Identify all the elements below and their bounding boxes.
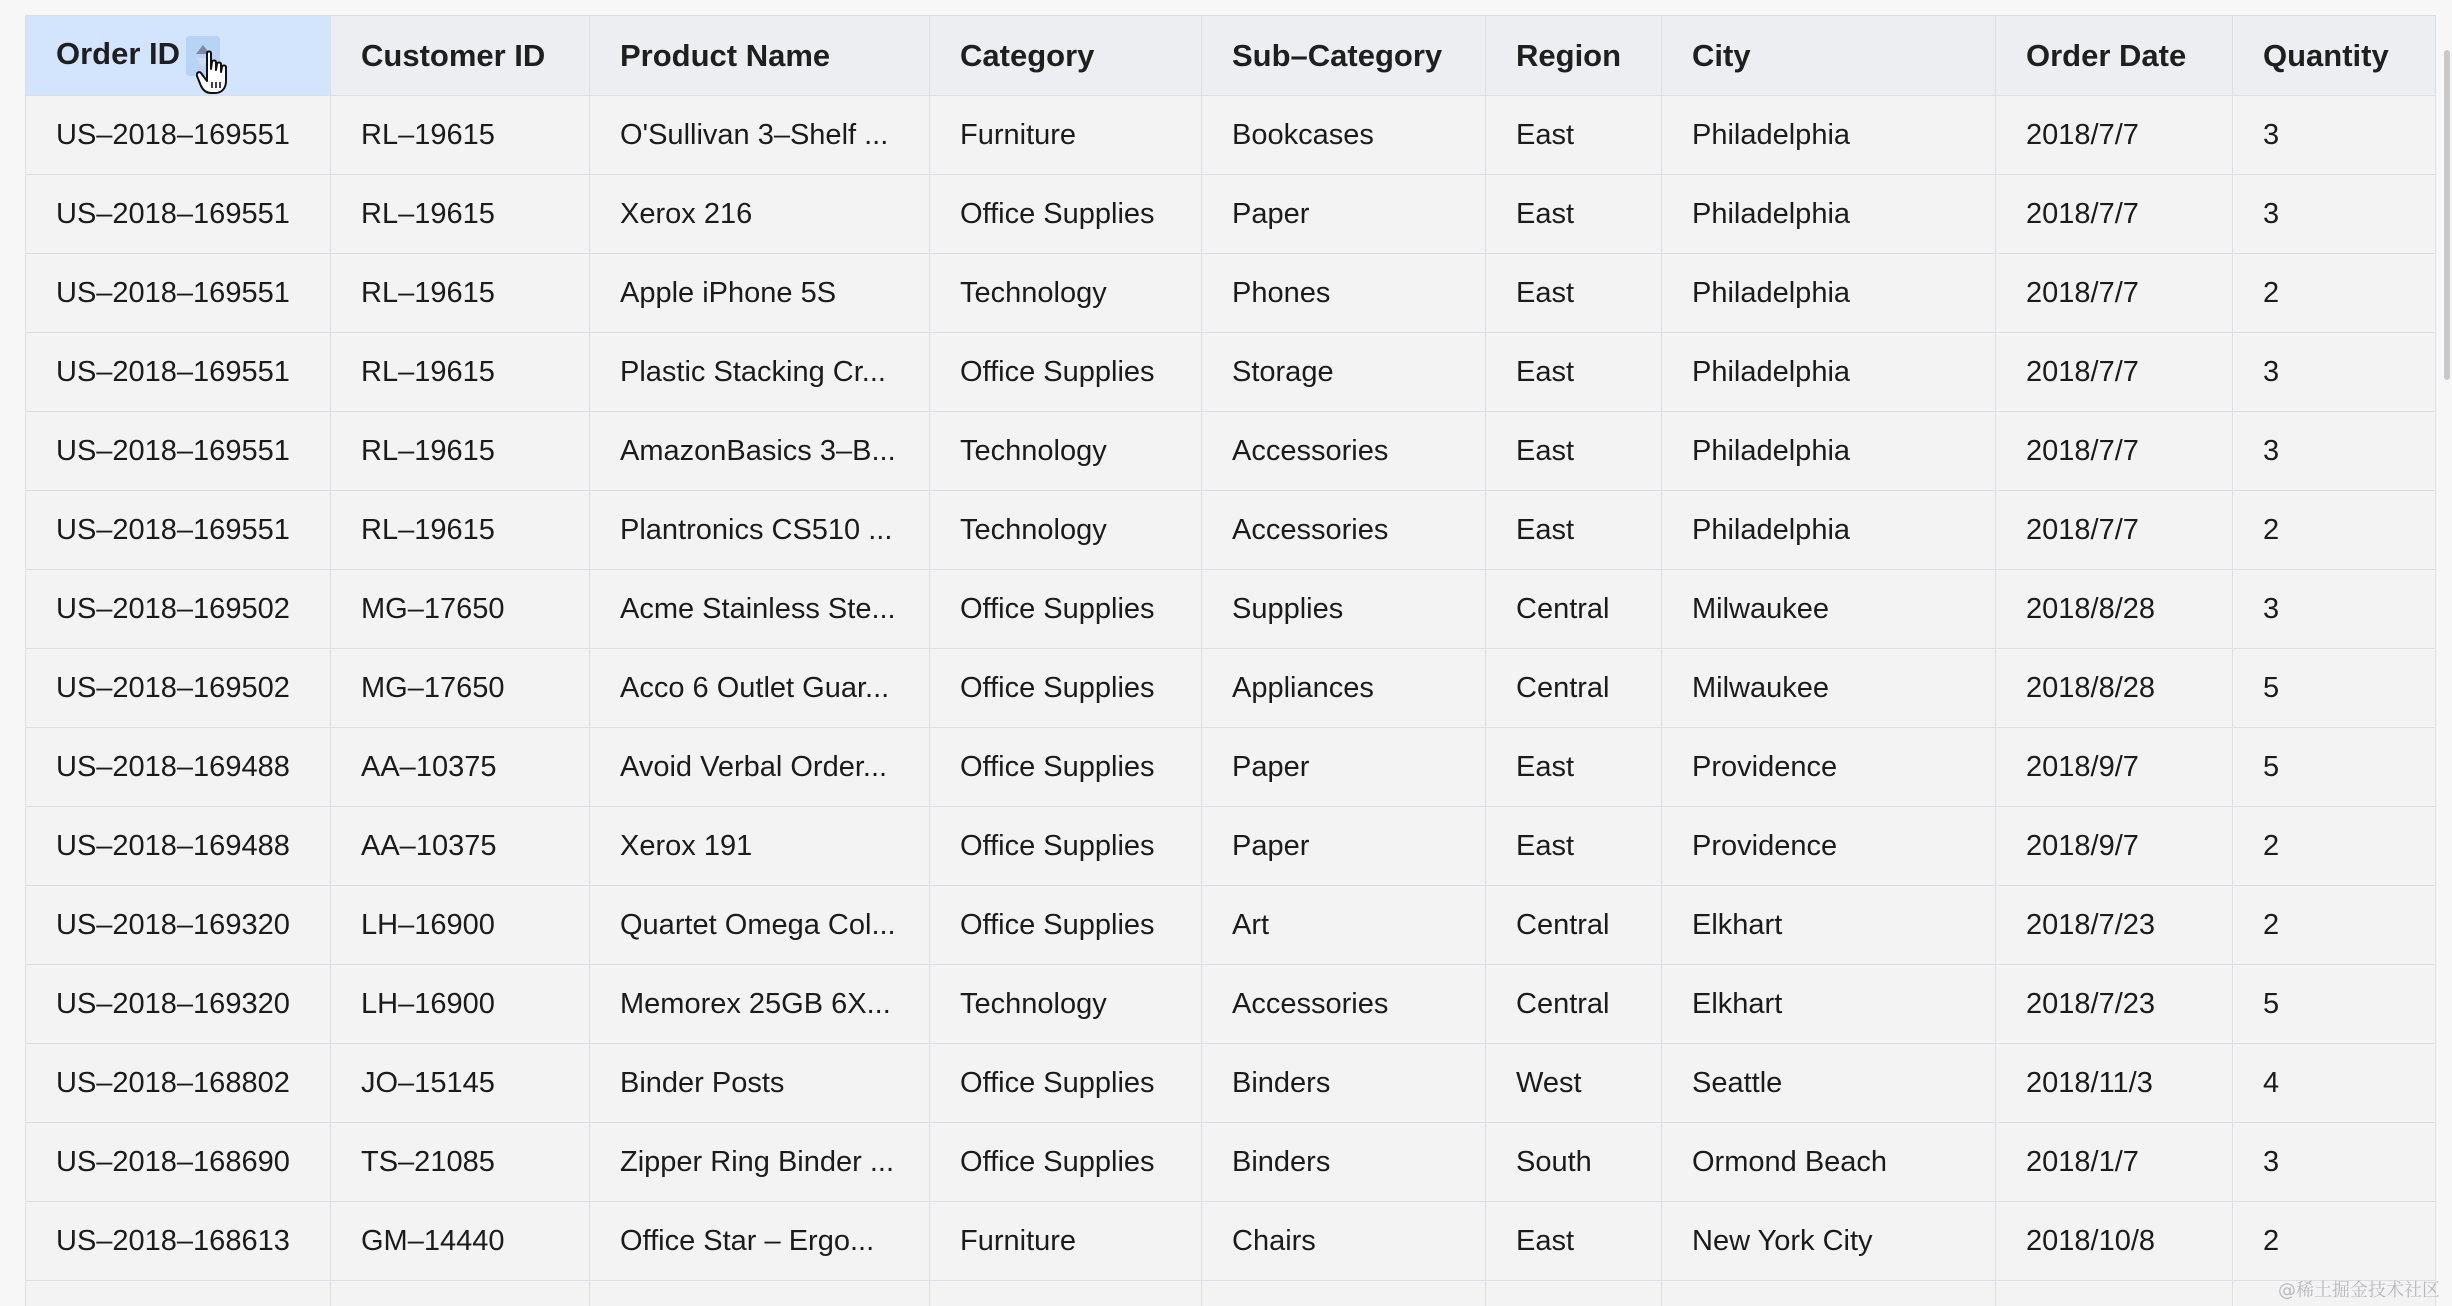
cell-product-name[interactable]: Xerox 191	[590, 807, 930, 886]
cell-sub-category[interactable]	[1202, 1281, 1486, 1306]
cell-region[interactable]: Central	[1486, 965, 1662, 1044]
cell-quantity[interactable]: 2	[2233, 491, 2436, 570]
table-header	[26, 16, 2436, 96]
cell-region[interactable]: East	[1486, 254, 1662, 333]
cell-category[interactable]: Technology	[930, 254, 1202, 333]
cell-city[interactable]: Elkhart	[1662, 886, 1996, 965]
cell-region[interactable]: East	[1486, 807, 1662, 886]
cell-order-date[interactable]: 2018/7/7	[1996, 491, 2233, 570]
cell-category[interactable]	[930, 1281, 1202, 1306]
cell-product-name[interactable]	[590, 1281, 930, 1306]
cell-order-id[interactable]: US–2018–169320	[26, 965, 331, 1044]
table-row[interactable]	[26, 175, 2436, 254]
cell-sub-category[interactable]: Paper	[1202, 807, 1486, 886]
column-header-label: Order Date	[2026, 37, 2187, 73]
cell-sub-category[interactable]: Storage	[1202, 333, 1486, 412]
cell-product-name[interactable]: O'Sullivan 3–Shelf ...	[590, 96, 930, 175]
table-row[interactable]	[26, 886, 2436, 965]
table-row[interactable]	[26, 1202, 2436, 1281]
cell-quantity[interactable]: 3	[2233, 96, 2436, 175]
column-header-label: Region	[1516, 37, 1622, 73]
cell-order-date[interactable]	[1996, 1281, 2233, 1306]
cell-order-id[interactable]: US–2018–169488	[26, 728, 331, 807]
cell-order-date[interactable]: 2018/11/3	[1996, 1044, 2233, 1123]
cell-category[interactable]: Office Supplies	[930, 1123, 1202, 1202]
cell-category[interactable]: Technology	[930, 965, 1202, 1044]
table-row[interactable]	[26, 333, 2436, 412]
cell-quantity[interactable]: 5	[2233, 649, 2436, 728]
cell-order-date[interactable]: 2018/9/7	[1996, 807, 2233, 886]
cell-category[interactable]: Technology	[930, 412, 1202, 491]
cell-region[interactable]: East	[1486, 96, 1662, 175]
cell-customer-id[interactable]: MG–17650	[331, 570, 590, 649]
cell-order-date[interactable]: 2018/8/28	[1996, 649, 2233, 728]
cell-customer-id[interactable]: RL–19615	[331, 96, 590, 175]
table-row[interactable]	[26, 807, 2436, 886]
cell-order-date[interactable]: 2018/7/23	[1996, 965, 2233, 1044]
cell-order-id[interactable]: US–2018–169551	[26, 96, 331, 175]
cell-quantity[interactable]: 3	[2233, 175, 2436, 254]
column-header-sub-category[interactable]	[1202, 16, 1486, 96]
cell-product-name[interactable]: Apple iPhone 5S	[590, 254, 930, 333]
cell-region[interactable]: South	[1486, 1123, 1662, 1202]
header-row	[26, 16, 2436, 96]
cell-sub-category[interactable]: Binders	[1202, 1044, 1486, 1123]
cell-product-name[interactable]: Binder Posts	[590, 1044, 930, 1123]
column-header-label: Category	[960, 37, 1095, 73]
cell-region[interactable]: Central	[1486, 886, 1662, 965]
cell-quantity[interactable]: 5	[2233, 965, 2436, 1044]
vertical-scrollbar[interactable]	[2442, 0, 2452, 1306]
table-row[interactable]	[26, 570, 2436, 649]
cell-order-date[interactable]: 2018/7/7	[1996, 175, 2233, 254]
cell-customer-id[interactable]: RL–19615	[331, 175, 590, 254]
cell-category[interactable]: Office Supplies	[930, 570, 1202, 649]
cell-quantity[interactable]: 5	[2233, 728, 2436, 807]
cell-region[interactable]: East	[1486, 1202, 1662, 1281]
cell-customer-id[interactable]: RL–19615	[331, 254, 590, 333]
cell-city[interactable]: Seattle	[1662, 1044, 1996, 1123]
cell-product-name[interactable]: AmazonBasics 3–B...	[590, 412, 930, 491]
cell-city[interactable]	[1662, 1281, 1996, 1306]
cell-quantity[interactable]: 3	[2233, 333, 2436, 412]
cell-product-name[interactable]: Quartet Omega Col...	[590, 886, 930, 965]
cell-city[interactable]: Milwaukee	[1662, 649, 1996, 728]
cell-sub-category[interactable]: Phones	[1202, 254, 1486, 333]
cell-order-date[interactable]: 2018/7/7	[1996, 412, 2233, 491]
cell-quantity[interactable]: 4	[2233, 1044, 2436, 1123]
cell-city[interactable]: Ormond Beach	[1662, 1123, 1996, 1202]
cell-category[interactable]: Furniture	[930, 1202, 1202, 1281]
cell-sub-category[interactable]: Accessories	[1202, 412, 1486, 491]
cell-customer-id[interactable]: LH–16900	[331, 886, 590, 965]
cell-region[interactable]: East	[1486, 333, 1662, 412]
table-row[interactable]	[26, 1281, 2436, 1306]
table-row[interactable]	[26, 96, 2436, 175]
cell-city[interactable]: Philadelphia	[1662, 412, 1996, 491]
cell-order-date[interactable]: 2018/7/7	[1996, 254, 2233, 333]
cell-city[interactable]: Philadelphia	[1662, 254, 1996, 333]
cell-category[interactable]: Office Supplies	[930, 1044, 1202, 1123]
cell-order-date[interactable]: 2018/7/7	[1996, 96, 2233, 175]
table-row[interactable]	[26, 728, 2436, 807]
table-row[interactable]	[26, 1123, 2436, 1202]
column-header-region[interactable]	[1486, 16, 1662, 96]
cell-order-date[interactable]: 2018/8/28	[1996, 570, 2233, 649]
cell-region[interactable]: East	[1486, 412, 1662, 491]
scrollbar-thumb[interactable]	[2444, 50, 2450, 380]
cell-city[interactable]: Philadelphia	[1662, 96, 1996, 175]
cell-customer-id[interactable]: JO–15145	[331, 1044, 590, 1123]
cell-category[interactable]: Furniture	[930, 96, 1202, 175]
cell-order-id[interactable]: US–2018–168690	[26, 1123, 331, 1202]
cell-city[interactable]: Philadelphia	[1662, 491, 1996, 570]
cell-city[interactable]: Providence	[1662, 728, 1996, 807]
cell-order-id[interactable]: US–2018–169551	[26, 254, 331, 333]
cell-sub-category[interactable]: Chairs	[1202, 1202, 1486, 1281]
cell-category[interactable]: Technology	[930, 491, 1202, 570]
cell-sub-category[interactable]: Paper	[1202, 175, 1486, 254]
cell-region[interactable]: East	[1486, 491, 1662, 570]
cell-category[interactable]: Office Supplies	[930, 807, 1202, 886]
cell-customer-id[interactable]: MG–17650	[331, 649, 590, 728]
cell-order-id[interactable]	[26, 1281, 331, 1306]
cell-city[interactable]: Milwaukee	[1662, 570, 1996, 649]
cell-city[interactable]: Philadelphia	[1662, 175, 1996, 254]
column-header-category[interactable]	[930, 16, 1202, 96]
column-header-label: Product Name	[620, 37, 831, 73]
column-header-label: Customer ID	[361, 37, 546, 73]
table-body	[26, 96, 2436, 1306]
cell-order-id[interactable]: US–2018–169502	[26, 649, 331, 728]
column-header-order-id[interactable]	[26, 16, 331, 96]
cell-sub-category[interactable]: Art	[1202, 886, 1486, 965]
cell-category[interactable]: Office Supplies	[930, 886, 1202, 965]
cell-category[interactable]: Office Supplies	[930, 175, 1202, 254]
cell-customer-id[interactable]	[331, 1281, 590, 1306]
cell-region[interactable]: Central	[1486, 649, 1662, 728]
cell-region[interactable]	[1486, 1281, 1662, 1306]
cell-quantity[interactable]: 2	[2233, 807, 2436, 886]
cell-category[interactable]: Office Supplies	[930, 333, 1202, 412]
cell-sub-category[interactable]: Accessories	[1202, 965, 1486, 1044]
cell-product-name[interactable]: Acme Stainless Ste...	[590, 570, 930, 649]
cell-sub-category[interactable]: Bookcases	[1202, 96, 1486, 175]
cell-quantity[interactable]: 2	[2233, 254, 2436, 333]
column-header-city[interactable]	[1662, 16, 1996, 96]
cell-order-id[interactable]: US–2018–169551	[26, 412, 331, 491]
cell-order-date[interactable]: 2018/7/23	[1996, 886, 2233, 965]
cell-quantity[interactable]: 3	[2233, 412, 2436, 491]
cell-order-id[interactable]: US–2018–169551	[26, 175, 331, 254]
column-header-label: Sub–Category	[1232, 37, 1443, 73]
cell-product-name[interactable]: Zipper Ring Binder ...	[590, 1123, 930, 1202]
sort-ascending-icon	[196, 45, 210, 54]
cell-sub-category[interactable]: Supplies	[1202, 570, 1486, 649]
cell-order-id[interactable]: US–2018–169488	[26, 807, 331, 886]
cell-order-id[interactable]: US–2018–168613	[26, 1202, 331, 1281]
cell-order-date[interactable]: 2018/1/7	[1996, 1123, 2233, 1202]
cell-order-id[interactable]: US–2018–169502	[26, 570, 331, 649]
column-header-customer-id[interactable]	[331, 16, 590, 96]
data-grid	[25, 15, 2436, 1306]
cell-city[interactable]: Elkhart	[1662, 965, 1996, 1044]
table-row[interactable]	[26, 491, 2436, 570]
table-row[interactable]	[26, 412, 2436, 491]
cell-product-name[interactable]: Plantronics CS510 ...	[590, 491, 930, 570]
cell-order-date[interactable]: 2018/10/8	[1996, 1202, 2233, 1281]
cell-product-name[interactable]: Plastic Stacking Cr...	[590, 333, 930, 412]
cell-customer-id[interactable]: RL–19615	[331, 491, 590, 570]
cell-quantity[interactable]: 3	[2233, 570, 2436, 649]
sort-arrows-icon[interactable]	[186, 36, 220, 76]
column-header-quantity[interactable]	[2233, 16, 2436, 96]
column-header-label: Quantity	[2263, 37, 2389, 73]
cell-customer-id[interactable]: RL–19615	[331, 412, 590, 491]
cell-region[interactable]: East	[1486, 175, 1662, 254]
cell-order-id[interactable]: US–2018–168802	[26, 1044, 331, 1123]
cell-product-name[interactable]: Memorex 25GB 6X...	[590, 965, 930, 1044]
cell-customer-id[interactable]: GM–14440	[331, 1202, 590, 1281]
cell-customer-id[interactable]: AA–10375	[331, 728, 590, 807]
column-header-product-name[interactable]	[590, 16, 930, 96]
cell-customer-id[interactable]: RL–19615	[331, 333, 590, 412]
cell-order-date[interactable]: 2018/7/7	[1996, 333, 2233, 412]
column-header-label: City	[1692, 37, 1751, 73]
cell-customer-id[interactable]: AA–10375	[331, 807, 590, 886]
cell-sub-category[interactable]: Paper	[1202, 728, 1486, 807]
table-row[interactable]	[26, 965, 2436, 1044]
cell-order-id[interactable]: US–2018–169551	[26, 333, 331, 412]
cell-order-id[interactable]: US–2018–169551	[26, 491, 331, 570]
cell-product-name[interactable]: Office Star – Ergo...	[590, 1202, 930, 1281]
cell-region[interactable]: East	[1486, 728, 1662, 807]
cell-city[interactable]: Providence	[1662, 807, 1996, 886]
table-row[interactable]	[26, 1044, 2436, 1123]
cell-city[interactable]: New York City	[1662, 1202, 1996, 1281]
watermark: @稀土掘金技术社区	[2278, 1280, 2440, 1301]
cell-quantity[interactable]: 3	[2233, 1123, 2436, 1202]
cell-quantity[interactable]: 2	[2233, 886, 2436, 965]
cell-product-name[interactable]: Acco 6 Outlet Guar...	[590, 649, 930, 728]
cell-customer-id[interactable]: LH–16900	[331, 965, 590, 1044]
column-header-label: Order ID	[56, 35, 181, 71]
cell-category[interactable]: Office Supplies	[930, 728, 1202, 807]
cell-quantity[interactable]: 2	[2233, 1202, 2436, 1281]
cell-order-id[interactable]: US–2018–169320	[26, 886, 331, 965]
cell-region[interactable]: Central	[1486, 570, 1662, 649]
cell-product-name[interactable]: Avoid Verbal Order...	[590, 728, 930, 807]
cell-region[interactable]: West	[1486, 1044, 1662, 1123]
sort-descending-icon	[196, 58, 210, 67]
cell-category[interactable]: Office Supplies	[930, 649, 1202, 728]
cell-product-name[interactable]: Xerox 216	[590, 175, 930, 254]
cell-order-date[interactable]: 2018/9/7	[1996, 728, 2233, 807]
column-header-order-date[interactable]	[1996, 16, 2233, 96]
cell-sub-category[interactable]: Binders	[1202, 1123, 1486, 1202]
cell-sub-category[interactable]: Appliances	[1202, 649, 1486, 728]
table-row[interactable]	[26, 254, 2436, 333]
cell-sub-category[interactable]: Accessories	[1202, 491, 1486, 570]
cell-customer-id[interactable]: TS–21085	[331, 1123, 590, 1202]
cell-city[interactable]: Philadelphia	[1662, 333, 1996, 412]
table-row[interactable]	[26, 649, 2436, 728]
